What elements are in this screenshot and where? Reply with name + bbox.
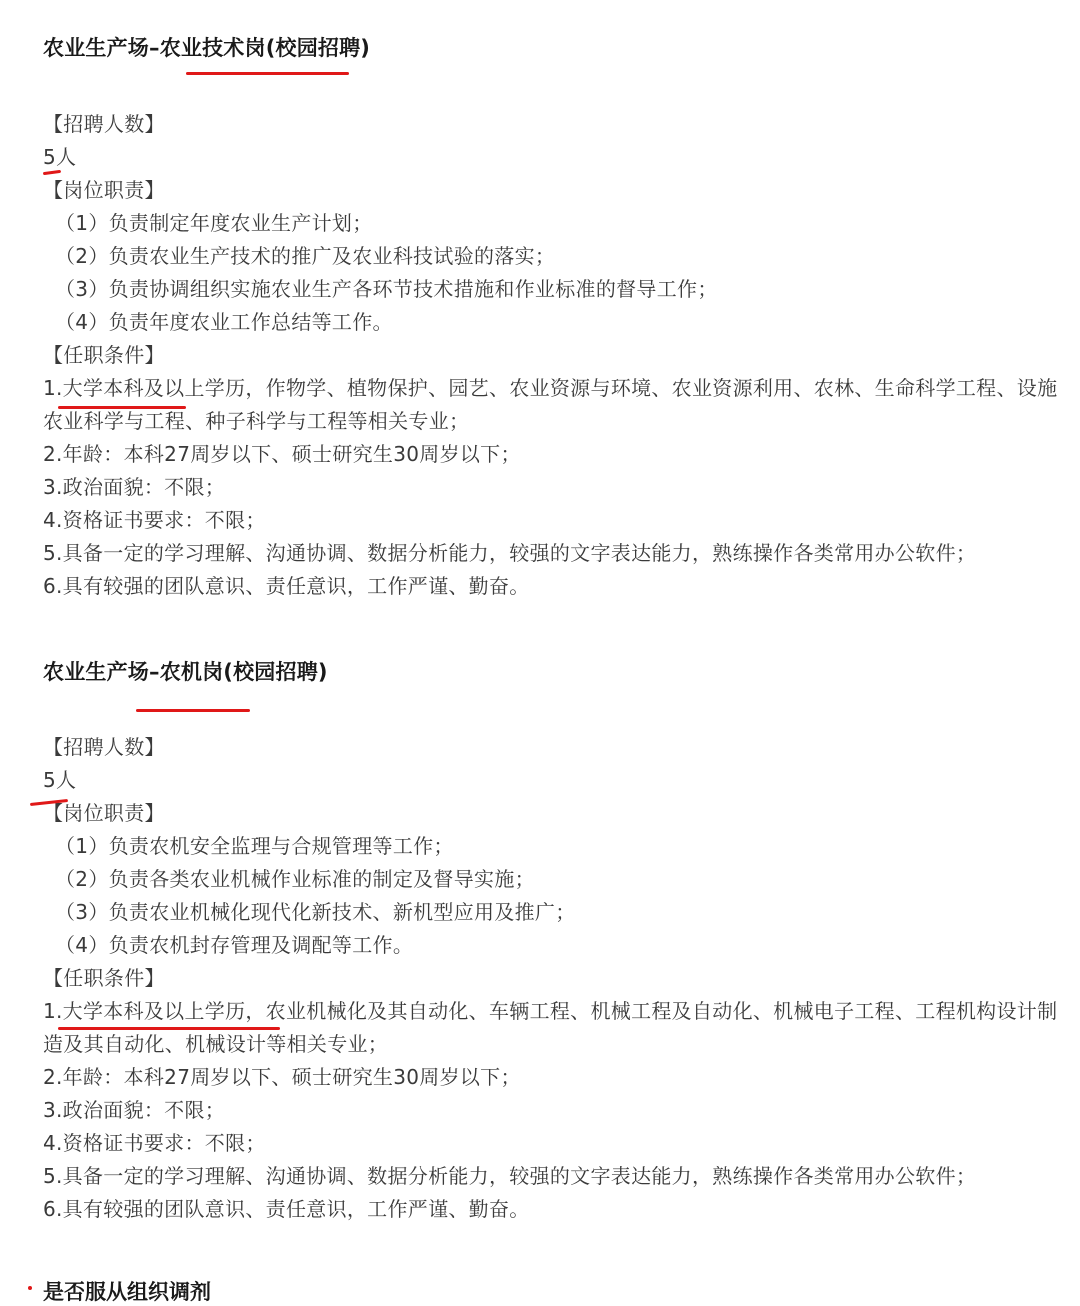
requirement-item: 5.具备一定的学习理解、沟通协调、数据分析能力，较强的文字表达能力，熟练操作各类常用办公软件； [43, 541, 977, 565]
headcount-value: 5人 [43, 145, 77, 169]
requirement-item: 3.政治面貌：不限； [43, 1098, 226, 1122]
requirement-item: 4.资格证书要求：不限； [43, 1131, 266, 1155]
job-details [43, 108, 1063, 603]
requirement-item: 6.具有较强的团队意识、责任意识，工作严谨、勤奋。 [43, 1197, 530, 1221]
duty-item: （1）负责农机安全监理与合规管理等工作； [55, 834, 454, 858]
bullet-dot [28, 1286, 32, 1290]
duty-item: （1）负责制定年度农业生产计划； [55, 211, 373, 235]
duty-item: （4）负责年度农业工作总结等工作。 [55, 310, 393, 334]
headcount-header: 【招聘人数】 [43, 735, 165, 759]
underline-mark-title-2 [136, 709, 250, 712]
duty-item: （2）负责各类农业机械作业标准的制定及督导实施； [55, 867, 535, 891]
requirement-item: 1.大学本科及以上学历，农业机械化及其自动化、车辆工程、机械工程及自动化、机械电子工程、工程机构设计制造及其自动化、机械设计等相关专业； [43, 999, 1058, 1056]
requirements-header: 【任职条件】 [43, 966, 165, 990]
headcount-header: 【招聘人数】 [43, 112, 165, 136]
underline-mark-title-1 [186, 72, 349, 75]
duty-item: （2）负责农业生产技术的推广及农业科技试验的落实； [55, 244, 556, 268]
cutoff-heading: 是否服从组织调剂 [43, 1280, 211, 1304]
underline-mark-education-2 [58, 1027, 280, 1030]
underline-mark-education-1 [58, 406, 186, 409]
requirement-item: 2.年龄：本科27周岁以下、硕士研究生30周岁以下； [43, 1065, 521, 1089]
headcount-value: 5人 [43, 768, 77, 792]
requirement-item: 5.具备一定的学习理解、沟通协调、数据分析能力，较强的文字表达能力，熟练操作各类常用办公软件； [43, 1164, 977, 1188]
duties-header: 【岗位职责】 [43, 801, 165, 825]
job-posting-agri-machinery [43, 657, 1063, 1226]
job-posting-agri-tech [43, 33, 1063, 603]
job-details [43, 731, 1063, 1226]
requirement-item: 6.具有较强的团队意识、责任意识，工作严谨、勤奋。 [43, 574, 530, 598]
requirement-item: 4.资格证书要求：不限； [43, 508, 266, 532]
job-title: 农业生产场–农机岗(校园招聘) [43, 660, 328, 684]
requirements-header: 【任职条件】 [43, 343, 165, 367]
duty-item: （4）负责农机封存管理及调配等工作。 [55, 933, 414, 957]
requirement-item: 1.大学本科及以上学历，作物学、植物保护、园艺、农业资源与环境、农业资源利用、农林、生命科学工程、设施农业科学与工程、种子科学与工程等相关专业； [43, 376, 1058, 433]
duty-item: （3）负责协调组织实施农业生产各环节技术措施和作业标准的督导工作； [55, 277, 718, 301]
job-title: 农业生产场–农业技术岗(校园招聘) [43, 36, 371, 60]
duties-header: 【岗位职责】 [43, 178, 165, 202]
requirement-item: 2.年龄：本科27周岁以下、硕士研究生30周岁以下； [43, 442, 521, 466]
duty-item: （3）负责农业机械化现代化新技术、新机型应用及推广； [55, 900, 576, 924]
requirement-item: 3.政治面貌：不限； [43, 475, 226, 499]
